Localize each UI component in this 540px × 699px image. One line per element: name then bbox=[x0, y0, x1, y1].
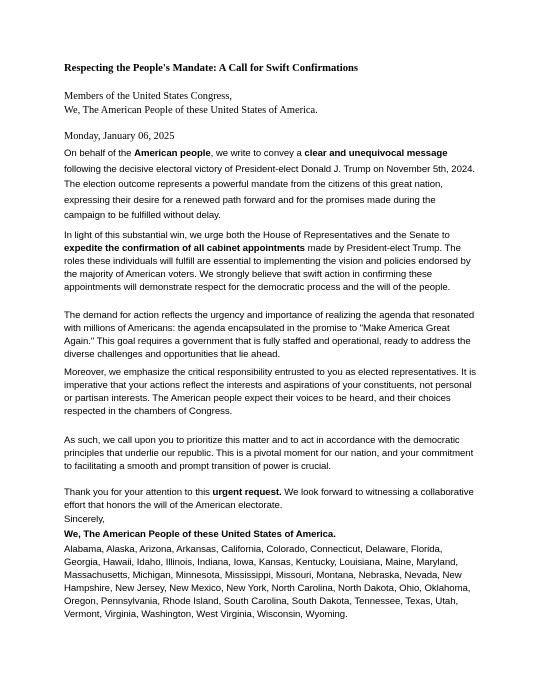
letter-date: Monday, January 06, 2025 bbox=[64, 131, 175, 142]
p1-text-c: following the decisive electoral victory of President-elect Donald J. Trump on November 5th, 2024. The election outcome represents a powerful mandate from the citizens of this great nation, expressing their desire for a renewed path forward and for the promises made during the campaign to be fulfilled without delay. bbox=[64, 163, 476, 222]
paragraph-2 bbox=[64, 229, 478, 294]
paragraph-5: As such, we call upon you to prioritize this matter and to act in accordance with the democratic principles that underlie our republic. This is a pivotal moment for our nation, and your commitment to facilitating a smooth and prompt transition of power is crucial. bbox=[64, 435, 474, 473]
p6-text-b: We look forward to witnessing a collaborative effort that honors the will of the American electorate. bbox=[64, 487, 474, 512]
paragraph-3: The demand for action reflects the urgency and importance of realizing the agenda that resonated with millions of Americans: the agenda encapsulated in the promise to "Make America Great Again." This goal requires a government that is fully staffed and operational, ready to address the diverse challenges and opportunities that lie ahead. bbox=[64, 310, 475, 361]
p2-bold: expedite the confirmation of all cabinet appointments bbox=[64, 243, 305, 255]
paragraph-1 bbox=[64, 146, 478, 224]
p1-bold-a: American people bbox=[134, 148, 211, 159]
p6-bold: urgent request. bbox=[212, 487, 282, 498]
sender-line: We, The American People of these United States of America. bbox=[64, 104, 318, 116]
letter-title: Respecting the People's Mandate: A Call for Swift Confirmations bbox=[64, 63, 359, 74]
p1-text-a: On behalf of the bbox=[64, 148, 135, 159]
p2-text-a: In light of this substantial win, we urge both the House of Representatives and the Senate to bbox=[64, 230, 450, 241]
state-list: Alabama, Alaska, Arizona, Arkansas, California, Colorado, Connecticut, Delaware, Florida, Georgia, Hawaii, Idaho, Illinois, Indiana, Iowa, Kansas, Kentucky, Louisiana, Maine, Maryland, Massachusetts, Michigan, Minnesota, Mississippi, Missouri, Montana, Nebraska, Nevada, New Hampshire, New Jersey, New Mexico, New York, North Carolina, North Dakota, Ohio, Oklahoma, Oregon, Pennsylvania, Rhode Island, South Carolina, South Dakota, Tennessee, Texas, Utah, Vermont, Virginia, Washington, West Virginia, Wisconsin, Wyoming. bbox=[64, 544, 471, 621]
signature: We, The American People of these United States of America. bbox=[64, 529, 336, 540]
p2-text-b: made by President-elect Trump. The roles these individuals will fulfill are essential to implementing the vision and policies endorsed by the majority of American voters. We strongly believe that swift action in confirming these appointments will demonstrate respect for the democratic process and the will of the people. bbox=[64, 243, 471, 294]
paragraph-6 bbox=[64, 486, 478, 512]
p6-text-a: Thank you for your attention to this bbox=[64, 487, 213, 498]
p1-bold-b: clear and unequivocal message bbox=[304, 148, 448, 159]
paragraph-4: Moreover, we emphasize the critical responsibility entrusted to you as elected representatives. It is imperative that your actions reflect the interests and aspirations of your constituents, not personal or partisan interests. The American people expect their voices to be heard, and their choices respected in the chambers of Congress. bbox=[64, 367, 476, 418]
recipient-block bbox=[64, 90, 318, 117]
closing: Sincerely, bbox=[64, 514, 105, 525]
recipient-line: Members of the United States Congress, bbox=[64, 91, 232, 102]
p1-text-b: , we write to convey a bbox=[210, 148, 305, 159]
